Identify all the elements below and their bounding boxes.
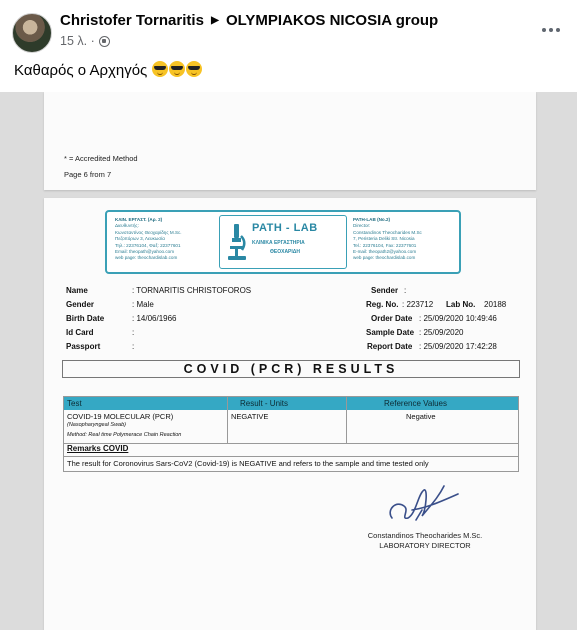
lab-no-label: Lab No. [446,300,476,309]
passport-value: : [132,342,135,351]
post-text [14,61,202,79]
report-date-value: : 25/09/2020 17:42:28 [419,342,497,351]
lab-subtitle-2: ΘΕΟΧΑΡΙΔΗ [270,249,300,255]
accredited-note: * = Accredited Method [64,154,138,163]
gender-value: : Male [132,300,154,309]
letterhead-right-line: web page: theochardislab.com [353,255,416,261]
remarks-text: The result for Coronovirus Sars-CoV2 (Covid-19) is NEGATIVE and refers to the sample and time tested only [67,459,429,468]
letterhead-right [353,217,457,262]
letterhead-left-line: Πεζοπόρων 3, Λευκωσία [115,236,165,242]
smiling-face-with-sunglasses-icon [169,61,185,77]
signatory-role: LABORATORY DIRECTOR [379,541,471,550]
reg-no-label: Reg. No. [366,300,399,309]
post-timestamp[interactable]: 15 λ. · [60,34,95,48]
table-divider [64,443,518,444]
sample-date-label: Sample Date [366,328,415,337]
letterhead-left-line: Email: theopath@yahoo.com [115,249,175,255]
results-table-header [64,397,518,410]
letterhead-left-line: Κωνσταντίνος Θεοχαρίδης M.Sc. [115,229,182,235]
post-message: Καθαρός ο Αρχηγός [14,62,148,79]
letterhead-right-line: Constandinos Theocharides M.Sc [353,229,422,235]
lab-no-value: 20188 [484,300,507,309]
test-result: NEGATIVE [231,412,269,421]
letterhead-left-line: Τηλ.: 22376104, Φαξ: 22377601 [115,242,181,248]
letterhead-left [115,217,213,262]
birth-date-value: : 14/06/1966 [132,314,177,323]
lab-name: PATH - LAB [252,222,318,234]
signatory-name: Constandinos Theocharides M.Sc. [367,531,483,540]
lab-logo-box [219,215,347,269]
table-divider [64,456,518,457]
gender-label: Gender [66,300,95,309]
order-date-label: Order Date [371,314,413,323]
letterhead-left-line: Διευθυντής: [115,223,139,229]
birth-date-label: Birth Date [66,314,105,323]
id-card-label: Id Card [66,328,94,337]
name-value: : TORNARITIS CHRISTOFOROS [132,286,252,295]
order-date-value: : 25/09/2020 10:49:46 [419,314,497,323]
table-divider [227,397,228,443]
col-ref-header: Reference Values [384,399,447,408]
letterhead-left-line: web page: theochardislab.com [115,255,178,261]
letterhead-right-line: Tel.: 22376104, Fax: 22377601 [353,242,417,248]
test-name: COVID-19 MOLECULAR (PCR) [67,412,174,421]
group-name[interactable]: OLYMPIAKOS NICOSIA group [225,12,439,29]
smiling-face-with-sunglasses-icon [152,61,168,77]
audience-group-icon [99,36,110,47]
results-table [63,396,519,472]
sender-value: : [404,286,407,295]
post-header [0,0,577,60]
test-reference: Negative [406,412,436,421]
microscope-icon [226,222,248,262]
sample-date-value: : 25/09/2020 [419,328,464,337]
more-options-icon[interactable] [539,20,563,40]
letterhead-right-line: 7, Peristeria Deliki Str. Nicosia [353,236,415,242]
remarks-title: Remarks COVID [67,444,129,453]
smiling-face-with-sunglasses-icon [186,61,202,77]
lab-subtitle: ΚΛΙΝΙΚΑ ΕΡΓΑΣΤΗΡΙΑ [252,240,305,246]
col-result-header: Result - Units [240,399,289,408]
author-avatar[interactable] [12,13,52,53]
letterhead-left-title: ΚΛΙΝ. ΕΡΓΑΣΤ. (Αρ. 2) [115,217,163,222]
reg-no-value: : 223712 [402,300,434,309]
lab-report-page [44,198,536,630]
triangle-right-icon: ▶ [211,15,219,26]
test-sample: (Nasopharyngeal Swab) [67,422,127,428]
report-date-label: Report Date [367,342,413,351]
letterhead-right-line: Director: [353,223,371,229]
results-title: COVID (PCR) RESULTS [62,360,520,378]
author-name[interactable]: Christofer Tornaritis [60,12,204,29]
id-card-value: : [132,328,135,337]
letterhead-right-title: PATH-LAB (No.2) [353,217,391,222]
sender-label: Sender [371,286,399,295]
name-label: Name [66,286,88,295]
test-method: Method: Real time Polymerace Chain Reaction [67,432,182,438]
post-meta [60,34,110,48]
previous-page [44,92,536,190]
page-number: Page 6 from 7 [64,170,112,179]
col-test-header: Test [67,399,82,408]
passport-label: Passport [66,342,101,351]
letterhead [105,210,461,274]
author-line [60,12,438,29]
table-divider [346,397,347,443]
handwritten-signature [382,480,462,528]
post-photo[interactable] [0,92,577,630]
letterhead-right-line: E-mail: theopath2@yahoo.com [353,249,417,255]
